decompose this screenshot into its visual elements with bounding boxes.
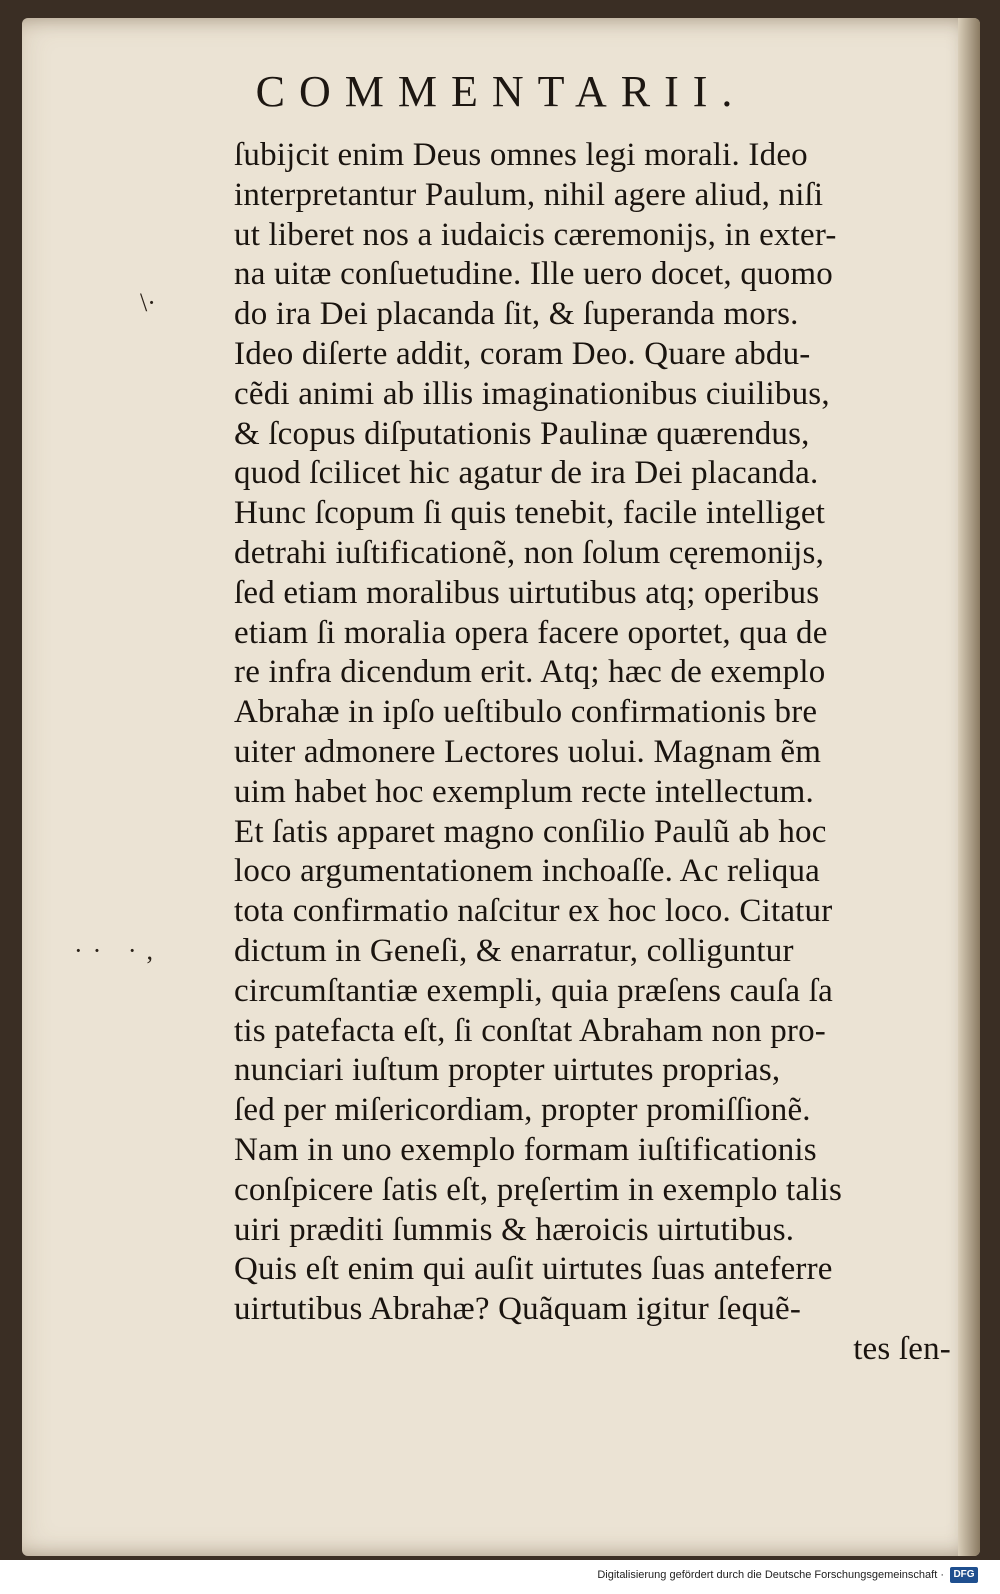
body-text — [234, 136, 969, 1370]
text-line: Et ſatis apparet magno conſilio Paulũ ab hoc — [234, 813, 827, 850]
text-line: Ideo diſerte addit, coram Deo. Quare abdu- — [234, 335, 811, 372]
text-line: dictum in Geneſi, & enarratur, colliguntur — [234, 932, 794, 969]
catchword: tes ſen- — [853, 1330, 951, 1367]
text-line: uiter admonere Lectores uolui. Magnam ẽm — [234, 733, 822, 770]
text-line: quod ſcilicet hic agatur de ira Dei placanda. — [234, 455, 819, 492]
dfg-logo-icon: DFG — [950, 1567, 978, 1583]
text-line: re infra dicendum erit. Atq; hæc de exemplo — [234, 654, 826, 691]
footer-bar — [0, 1560, 1000, 1594]
text-line: loco argumentationem inchoaſſe. Ac reliqua — [234, 853, 821, 890]
text-line: nunciari iuſtum propter uirtutes proprias, — [234, 1052, 781, 1089]
text-line: uirtutibus Abrahæ? Quãquam igitur ſequẽ- — [234, 1291, 802, 1328]
text-line: uiri præditi ſummis & hæroicis uirtutibus. — [234, 1211, 795, 1248]
book-page — [22, 18, 980, 1556]
funding-credit: Digitalisierung gefördert durch die Deutsche Forschungsgemeinschaft · — [597, 1569, 944, 1581]
margin-mark-1: \· — [140, 288, 156, 317]
text-line: tis patefacta eſt, ſi conſtat Abraham non pro- — [234, 1012, 827, 1049]
text-line: Abrahæ in ipſo ueſtibulo confirmationis bre — [234, 694, 818, 731]
text-line: do ira Dei placanda ſit, & ſuperanda mors. — [234, 296, 799, 333]
text-line: etiam ſi moralia opera facere oportet, qua de — [234, 614, 828, 651]
text-line: ut liberet nos a iudaicis cæremonijs, in exter- — [234, 216, 837, 253]
text-line: Hunc ſcopum ſi quis tenebit, facile intelliget — [234, 495, 826, 532]
text-line: detrahi iuſtificationẽ, non ſolum cęremonijs, — [234, 534, 825, 571]
running-header: COMMENTARII. — [255, 67, 747, 116]
text-line: uim habet hoc exemplum recte intellectum. — [234, 773, 814, 810]
text-line: ſubijcit enim Deus omnes legi morali. Ideo — [234, 137, 808, 173]
text-line: interpretantur Paulum, nihil agere aliud, niſi — [234, 176, 824, 213]
text-line: conſpicere ſatis eſt, pręſertim in exemplo talis — [234, 1171, 842, 1208]
text-line: ſed per miſericordiam, propter promiſſionẽ. — [234, 1092, 811, 1129]
text-line: ſed etiam moralibus uirtutibus atq; operibus — [234, 574, 820, 611]
margin-mark-2: ·· ·, — [74, 936, 163, 965]
text-line: circumſtantiæ exempli, quia præſens cauſa ſa — [234, 972, 833, 1009]
text-line: tota confirmatio naſcitur ex hoc loco. Citatur — [234, 893, 833, 930]
text-line: Nam in uno exemplo formam iuſtificationis — [234, 1131, 817, 1168]
text-line: Quis eſt enim qui auſit uirtutes ſuas anteferre — [234, 1251, 833, 1288]
text-line: cẽdi animi ab illis imaginationibus ciuilibus, — [234, 375, 830, 412]
text-line: na uitæ conſuetudine. Ille uero docet, quomo — [234, 256, 833, 293]
text-line: & ſcopus diſputationis Paulinæ quærendus, — [234, 415, 810, 452]
